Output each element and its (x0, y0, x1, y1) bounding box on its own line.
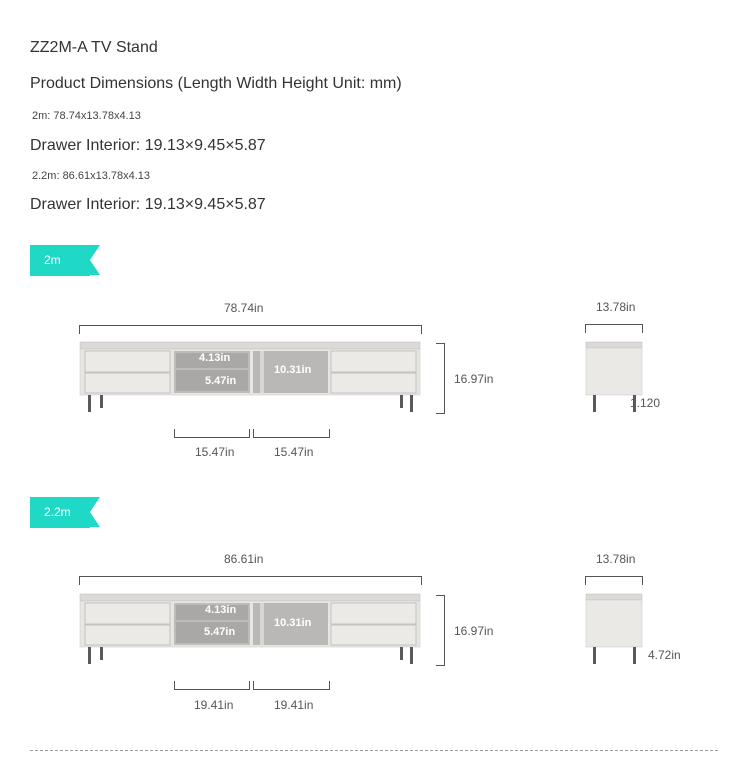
center-height-label: 10.31in (274, 617, 312, 629)
tv-stand-front (0, 542, 750, 742)
inner-bottom-label: 5.47in (204, 626, 236, 638)
leg-height-label: 1.120 (630, 396, 661, 410)
drawer-interior-1: Drawer Interior: 19.13×9.45×5.87 (30, 137, 266, 154)
length-label: 78.74in (224, 301, 264, 315)
depth-label: 13.78in (596, 552, 636, 566)
spec-22m: 2.2m: 86.61x13.78x4.13 (32, 170, 151, 182)
depth-label: 13.78in (596, 300, 636, 314)
bay-left-bracket (174, 429, 250, 438)
dimensions-heading: Product Dimensions (Length Width Height Unit: mm) (30, 75, 402, 92)
bay-left-label: 19.41in (194, 698, 234, 712)
inner-bottom-label: 5.47in (205, 375, 237, 387)
leg-height-label: 4.72in (648, 648, 681, 662)
height-bracket (436, 343, 445, 414)
variant-tag-22m: 2.2m (30, 497, 90, 528)
diagram-22m (0, 542, 750, 782)
bay-right-label: 19.41in (274, 698, 314, 712)
spec-2m: 2m: 78.74x13.78x4.13 (32, 110, 141, 122)
diagram-2m (0, 290, 750, 530)
inner-top-label: 4.13in (199, 352, 231, 364)
variant-tag-2m: 2m (30, 245, 90, 276)
page-title: ZZ2M-A TV Stand (30, 39, 158, 56)
drawer-interior-2: Drawer Interior: 19.13×9.45×5.87 (30, 196, 266, 213)
height-label: 16.97in (454, 624, 494, 638)
bay-right-label: 15.47in (274, 445, 314, 459)
length-label: 86.61in (224, 552, 264, 566)
depth-bracket (585, 576, 643, 585)
bay-right-bracket (253, 429, 330, 438)
bay-left-label: 15.47in (195, 445, 235, 459)
bay-right-bracket (253, 681, 330, 690)
inner-top-label: 4.13in (205, 604, 237, 616)
dashed-divider (30, 750, 718, 751)
bay-left-bracket (174, 681, 250, 690)
height-label: 16.97in (454, 372, 494, 386)
center-height-label: 10.31in (274, 364, 312, 376)
height-bracket (436, 595, 445, 666)
tv-stand-front (0, 290, 750, 490)
depth-bracket (585, 324, 643, 333)
